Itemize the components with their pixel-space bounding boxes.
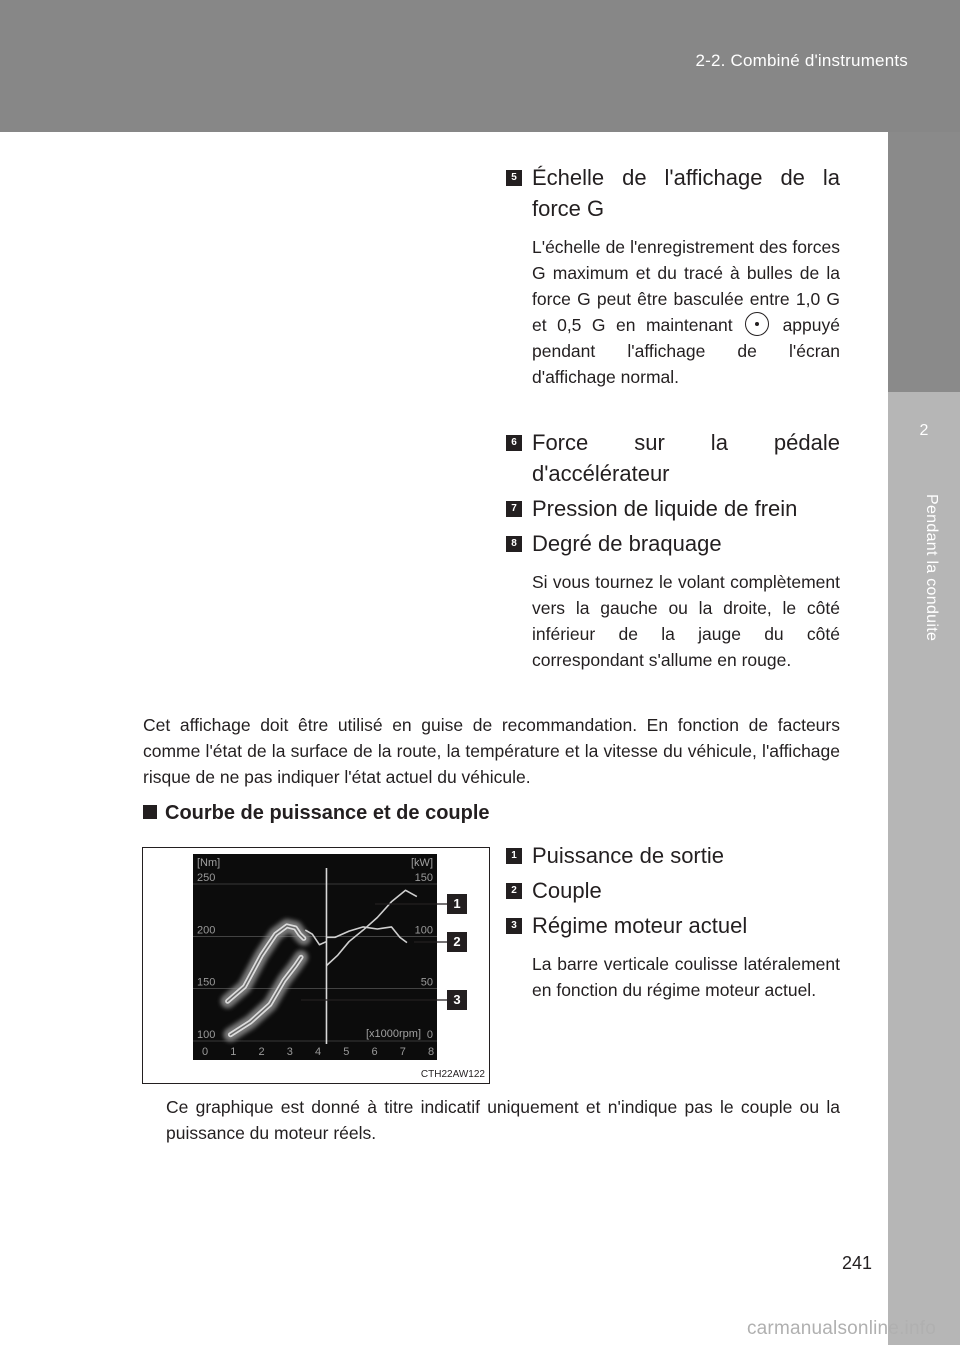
x-tick-label: 7: [399, 1046, 406, 1058]
recommendation-paragraph: Cet affichage doit être utilisé en guise de recommandation. En fonction de facteurs comme l'état de la surface de la route, la température et la vitesse du véhicule, l'affichage risque de ne pas indiquer l'état actuel du véhicule.: [143, 715, 840, 787]
heading-square-icon: [143, 805, 157, 819]
right-tick-label: 100: [414, 924, 433, 937]
item-5: [506, 162, 840, 390]
x-tick-label: 8: [427, 1046, 435, 1058]
item-title: Puissance de sortie: [532, 843, 724, 868]
item-3: [506, 910, 840, 1003]
item-title: Régime moteur actuel: [532, 913, 748, 938]
left-unit-label: [Nm]: [197, 857, 221, 869]
x-tick-label: 3: [286, 1046, 293, 1058]
x-tick-label: 6: [371, 1046, 378, 1058]
item-6: [506, 427, 840, 489]
item-title: Degré de braquage: [532, 531, 722, 556]
item-title: Pression de liquide de frein: [532, 496, 798, 521]
item-number-badge: 3: [506, 918, 522, 934]
x-tick-label: 1: [230, 1046, 237, 1058]
right-tick-label: 0: [426, 1029, 433, 1041]
right-unit-label: [kW]: [411, 857, 433, 869]
item-description: L'échelle de l'enregistrement des forces G maximum et du tracé à bulles de la force G peut être basculée entre 1,0 G et 0,5 G en maintenant appuyé pendant l'affichage de l'écran d'affichage normal.: [532, 237, 840, 387]
item-2: [506, 875, 840, 906]
left-tick-label: 150: [197, 976, 216, 989]
section-heading: Courbe de puissance et de couple: [143, 802, 490, 825]
chapter-label: Pendant la conduite: [923, 494, 940, 642]
chapter-tab-strip: [888, 132, 960, 392]
chapter-side-tab: [888, 132, 960, 1345]
item-number-badge: 5: [506, 170, 522, 186]
item-1: [506, 840, 840, 871]
page-number: 241: [841, 1253, 872, 1273]
power-torque-figure: [142, 847, 490, 1084]
left-tick-label: 250: [197, 872, 216, 884]
item-number-badge: 2: [506, 883, 522, 899]
section-title: 2-2. Combiné d'instruments: [695, 51, 908, 70]
item-number-badge: 8: [506, 536, 522, 552]
right-tick-label: 150: [414, 872, 433, 884]
item-number-badge: 7: [506, 501, 522, 517]
x-unit-label: [x1000rpm]: [365, 1028, 421, 1040]
item-description: La barre verticale coulisse latéralement en fonction du régime moteur actuel.: [532, 954, 840, 1000]
watermark: carmanualsonline.info: [746, 1318, 936, 1339]
item-title: Couple: [532, 878, 602, 903]
x-tick-label: 5: [343, 1046, 350, 1058]
x-tick-label: 0: [201, 1046, 209, 1058]
callout-badge-1: 1: [447, 894, 467, 914]
callout-badge-3: 3: [447, 990, 467, 1010]
select-button-icon: [745, 312, 769, 336]
x-tick-label: 4: [314, 1046, 322, 1058]
figure-note: Ce graphique est donné à titre indicatif uniquement et n'indique pas le couple ou la puissance du moteur réels.: [166, 1097, 840, 1143]
item-title: Force sur la pédale d'accélérateur: [532, 430, 840, 486]
figure-code: CTH22AW122: [420, 1069, 485, 1080]
left-tick-label: 200: [197, 924, 216, 937]
right-tick-label: 50: [420, 976, 433, 989]
item-number-badge: 1: [506, 848, 522, 864]
item-description: Si vous tournez le volant complètement vers la gauche ou la droite, le côté inférieur de la jauge du côté correspondant s'allume en rouge.: [532, 572, 840, 670]
callout-layer: [143, 848, 489, 1083]
left-tick-label: 100: [197, 1029, 216, 1041]
item-8: [506, 528, 840, 673]
item-7: [506, 493, 840, 524]
x-tick-label: 2: [258, 1046, 265, 1058]
page-header: [0, 0, 960, 132]
item-title: Échelle de l'affichage de la force G: [532, 165, 840, 221]
callout-badge-2: 2: [447, 932, 467, 952]
item-number-badge: 6: [506, 435, 522, 451]
chapter-number: 2: [919, 422, 929, 439]
